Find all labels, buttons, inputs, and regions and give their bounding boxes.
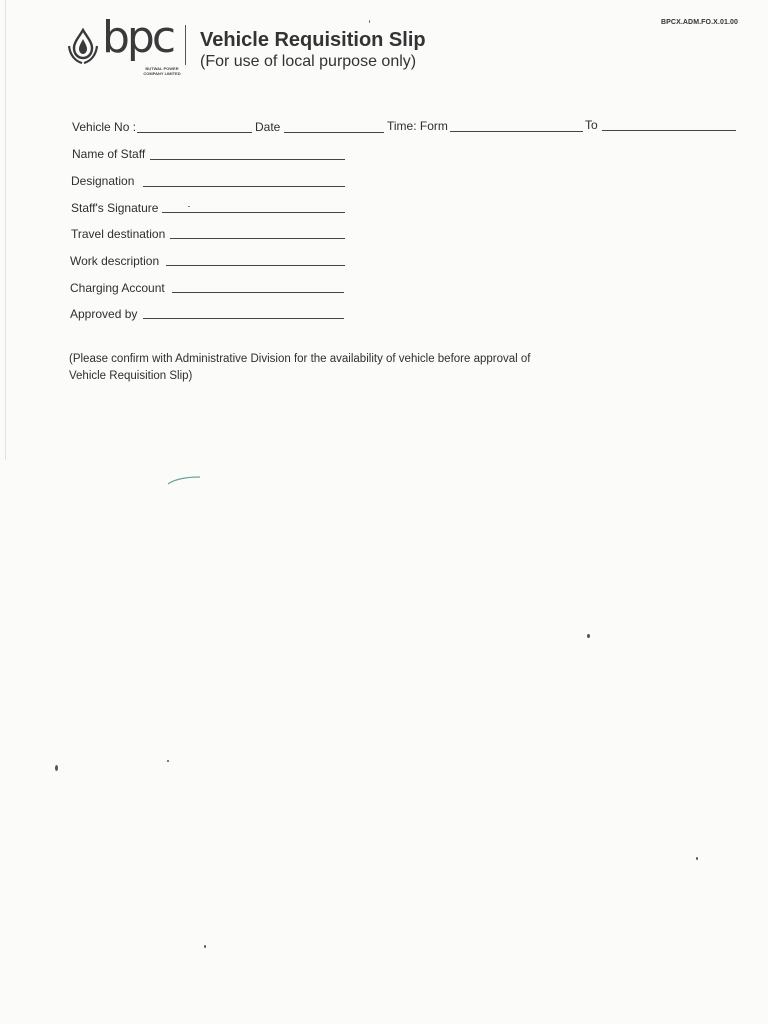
company-logo: [66, 12, 186, 80]
time-from-field[interactable]: [450, 131, 583, 132]
scan-speck: [188, 206, 190, 207]
logo-wordmark: bpc: [102, 12, 174, 63]
scan-speck: [167, 760, 169, 762]
time-to-field[interactable]: [602, 130, 736, 131]
name-of-staff-label: Name of Staff: [72, 147, 146, 161]
travel-destination-label: Travel destination: [71, 227, 166, 241]
water-drop-hands-icon: [68, 28, 98, 64]
date-field[interactable]: [284, 132, 384, 133]
approval-note-line1: (Please confirm with Administrative Division for the availability of vehicle before approval of: [69, 353, 531, 365]
vehicle-no-field[interactable]: [137, 132, 252, 133]
scan-speck: [204, 945, 206, 948]
page-title: Vehicle Requisition Slip: [200, 29, 426, 51]
logo-company-line1: BUTWAL POWER: [145, 66, 179, 71]
pen-stroke-mark: [167, 474, 201, 486]
title-divider: [185, 25, 186, 65]
approved-by-field[interactable]: [143, 318, 344, 319]
logo-company-name: [138, 66, 186, 76]
approval-note: [69, 351, 589, 385]
logo-company-line2: COMPANY LIMITED: [143, 71, 181, 76]
date-label: Date: [255, 120, 281, 134]
charging-account-field[interactable]: [172, 292, 344, 293]
charging-account-label: Charging Account: [70, 281, 165, 295]
designation-field[interactable]: [143, 186, 345, 187]
to-label: To: [585, 118, 598, 132]
travel-destination-field[interactable]: [170, 238, 345, 239]
work-description-field[interactable]: [166, 265, 345, 266]
scan-speck: [696, 857, 698, 860]
vehicle-no-label: Vehicle No :: [72, 120, 137, 134]
time-from-label: Time: Form: [387, 119, 448, 133]
page-subtitle: (For use of local purpose only): [200, 53, 417, 70]
scan-speck: [55, 765, 58, 771]
scan-speck: [369, 20, 370, 23]
approved-by-label: Approved by: [70, 307, 138, 321]
approval-note-line2: Vehicle Requisition Slip): [69, 370, 193, 382]
form-code: BPCX.ADM.FO.X.01.00: [661, 19, 738, 26]
designation-label: Designation: [71, 174, 135, 188]
name-of-staff-field[interactable]: [150, 159, 345, 160]
work-description-label: Work description: [70, 254, 160, 268]
staff-signature-label: Staff's Signature: [71, 201, 159, 215]
staff-signature-field[interactable]: [162, 212, 345, 213]
scan-speck: [587, 634, 590, 638]
scan-edge: [5, 0, 6, 460]
